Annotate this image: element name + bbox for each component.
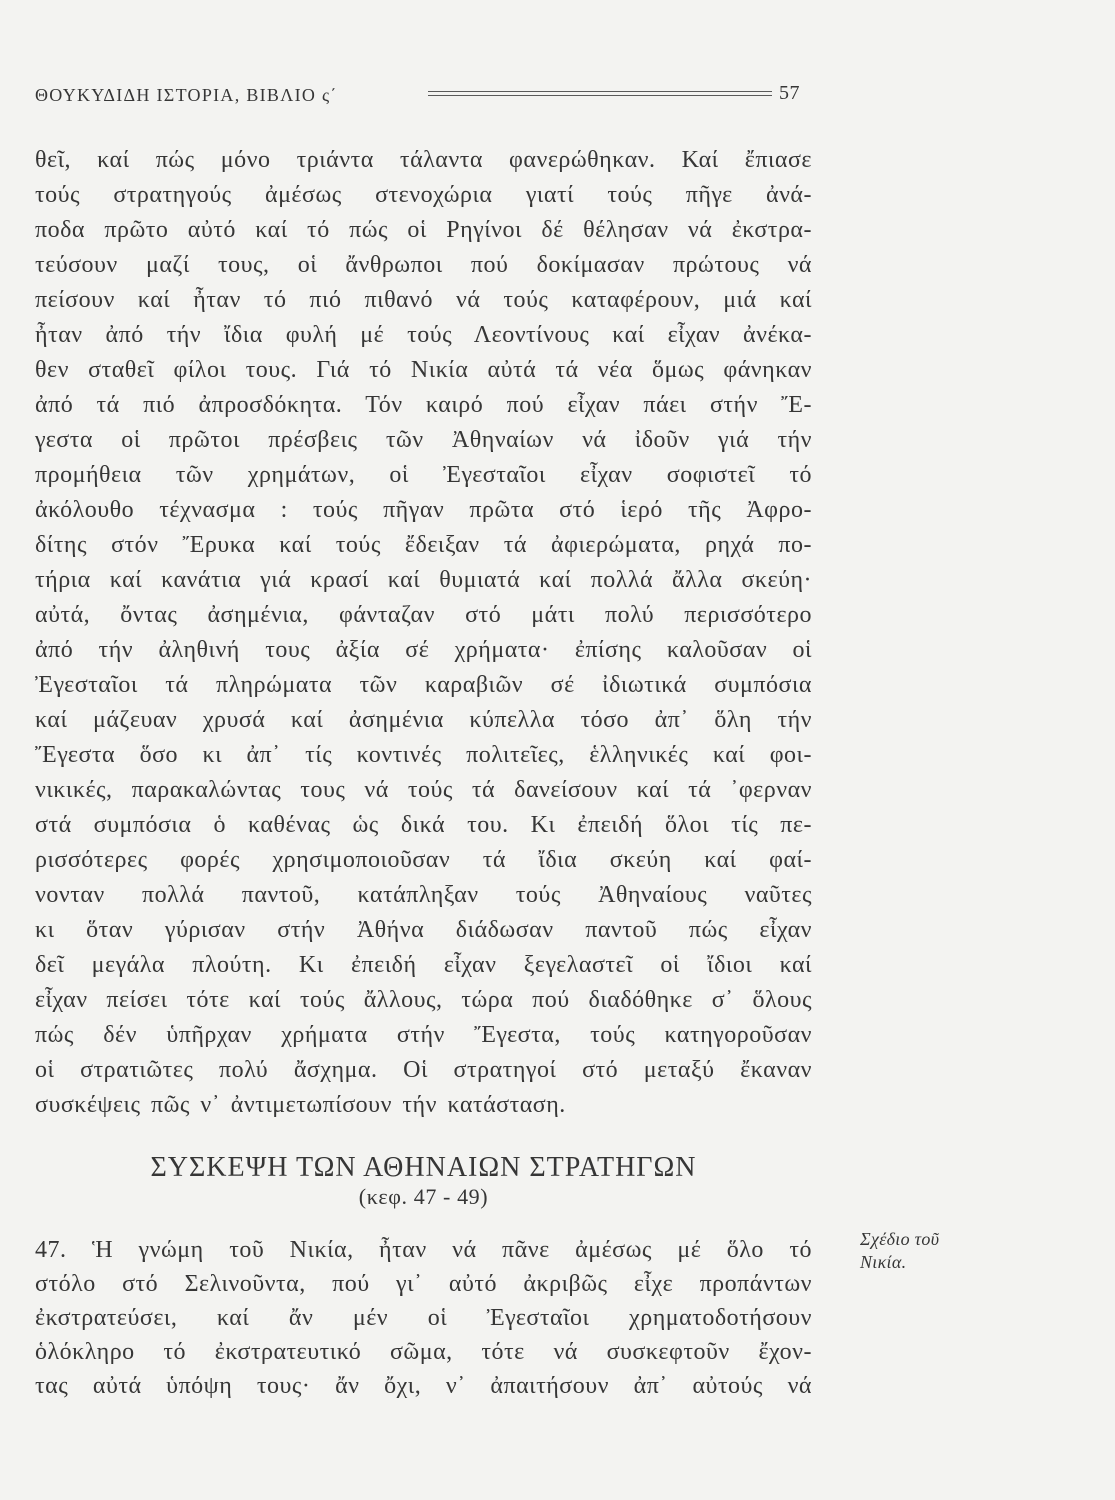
margin-note (860, 1228, 939, 1274)
text-line: Ἔγεστα ὅσο κι ἀπ᾿ τίς κοντινές πολιτεῖες, ἑλληνικές καί φοι- (35, 742, 812, 768)
section-heading: ΣΥΣΚΕΨΗ ΤΩΝ ΑΘΗΝΑΙΩΝ ΣΤΡΑΤΗΓΩΝ (150, 1152, 697, 1183)
text-line: ἦταν ἀπό τήν ἴδια φυλή μέ τούς Λεοντίνους καί εἶχαν ἀνέκα- (35, 322, 812, 348)
text-line: στόλο στό Σελινοῦντα, πού γι᾿ αὐτό ἀκριβῶς εἶχε προπάντων (35, 1271, 812, 1297)
text-line: πείσουν καί ἦταν τό πιό πιθανό νά τούς καταφέρουν, μιά καί (35, 287, 812, 313)
margin-note-line: Σχέδιο τοῦ (860, 1229, 940, 1249)
paragraph-1 (35, 143, 812, 1123)
text-line: εἶχαν πείσει τότε καί τούς ἄλλους, τώρα πού διαδόθηκε σ᾿ ὅλους (35, 987, 812, 1013)
text-line: νικικές, παρακαλώντας τους νά τούς τά δανείσουν καί τά ᾿φερναν (35, 777, 812, 803)
text-line: οἱ στρατιῶτες πολύ ἄσχημα. Οἱ στρατηγοί στό μεταξύ ἔκαναν (35, 1057, 812, 1083)
text-line: τήρια καί κανάτια γιά κρασί καί θυμιατά καί πολλά ἄλλα σκεύη· (35, 567, 812, 593)
text-line: καί μάζευαν χρυσά καί ἀσημένια κύπελλα τόσο ἀπ᾿ ὅλη τήν (35, 707, 812, 733)
text-line: ἐκστρατεύσει, καί ἄν μέν οἱ Ἐγεσταῖοι χρηματοδοτήσουν (35, 1305, 812, 1331)
text-line: δίτης στόν Ἔρυκα καί τούς ἔδειξαν τά ἀφιερώματα, ρηχά πο- (35, 532, 812, 558)
page-number: 57 (779, 82, 800, 104)
text-line: ἀπό τά πιό ἀπροσδόκητα. Τόν καιρό πού εἶχαν πάει στήν Ἔ- (35, 392, 812, 418)
text-line: 47. Ἡ γνώμη τοῦ Νικία, ἦταν νά πᾶνε ἀμέσως μέ ὅλο τό (35, 1237, 812, 1263)
text-line: γεστα οἱ πρῶτοι πρέσβεις τῶν Ἀθηναίων νά ἰδοῦν γιά τήν (35, 427, 812, 453)
text-line: προμήθεια τῶν χρημάτων, οἱ Ἐγεσταῖοι εἶχαν σοφιστεῖ τό (35, 462, 812, 488)
text-line: συσκέψεις πῶς ν᾿ ἀντιμετωπίσουν τήν κατάσταση. (35, 1092, 566, 1118)
text-line: θεῖ, καί πώς μόνο τριάντα τάλαντα φανερώθηκαν. Καί ἔπιασε (35, 147, 812, 173)
text-line: τεύσουν μαζί τους, οἱ ἄνθρωποι πού δοκίμασαν πρώτους νά (35, 252, 812, 278)
section-chapter-range: (κεφ. 47 - 49) (358, 1184, 489, 1209)
paragraph-2 (35, 1233, 812, 1403)
text-line: Ἐγεσταῖοι τά πληρώματα τῶν καραβιῶν σέ ἰδιωτικά συμπόσια (35, 672, 812, 698)
text-line: ἀπό τήν ἀληθινή τους ἀξία σέ χρήματα· ἐπίσης καλοῦσαν οἱ (35, 637, 812, 663)
running-head-title: ΘΟΥΚΥΔΙΔΗ ΙΣΤΟΡΙΑ, ΒΙΒΛΙΟ ς΄ (35, 85, 338, 105)
text-line: τούς στρατηγούς ἀμέσως στενοχώρια γιατί τούς πῆγε ἀνά- (35, 182, 812, 208)
text-line: κι ὅταν γύρισαν στήν Ἀθήνα διάδωσαν παντοῦ πώς εἶχαν (35, 917, 812, 943)
text-line: στά συμπόσια ὁ καθένας ὡς δικά του. Κι ἐπειδή ὅλοι τίς πε- (35, 812, 812, 838)
margin-note-line: Νικία. (860, 1252, 907, 1272)
text-line: αὐτά, ὄντας ἀσημένια, φάνταζαν στό μάτι πολύ περισσότερο (35, 602, 812, 628)
text-line: νονταν πολλά παντοῦ, κατάπληξαν τούς Ἀθηναίους ναῦτες (35, 882, 812, 908)
text-line: ὁλόκληρο τό ἐκστρατευτικό σῶμα, τότε νά συσκεφτοῦν ἔχον- (35, 1339, 812, 1365)
header-double-rule (428, 91, 772, 96)
text-line: θεν σταθεῖ φίλοι τους. Γιά τό Νικία αὐτά τά νέα ὅμως φάνηκαν (35, 357, 812, 383)
text-line: ποδα πρῶτο αὐτό καί τό πώς οἱ Ρηγίνοι δέ θέλησαν νά ἐκστρα- (35, 217, 812, 243)
text-line: δεῖ μεγάλα πλούτη. Κι ἐπειδή εἶχαν ξεγελαστεῖ οἱ ἴδιοι καί (35, 952, 812, 978)
text-line: ἀκόλουθο τέχνασμα : τούς πῆγαν πρῶτα στό ἱερό τῆς Ἀφρο- (35, 497, 812, 523)
text-line: ρισσότερες φορές χρησιμοποιοῦσαν τά ἴδια σκεύη καί φαί- (35, 847, 812, 873)
text-line: πώς δέν ὑπῆρχαν χρήματα στήν Ἔγεστα, τούς κατηγοροῦσαν (35, 1022, 812, 1048)
text-line: τας αὐτά ὑπόψη τους· ἄν ὄχι, ν᾿ ἀπαιτήσουν ἀπ᾿ αὐτούς νά (35, 1373, 812, 1399)
